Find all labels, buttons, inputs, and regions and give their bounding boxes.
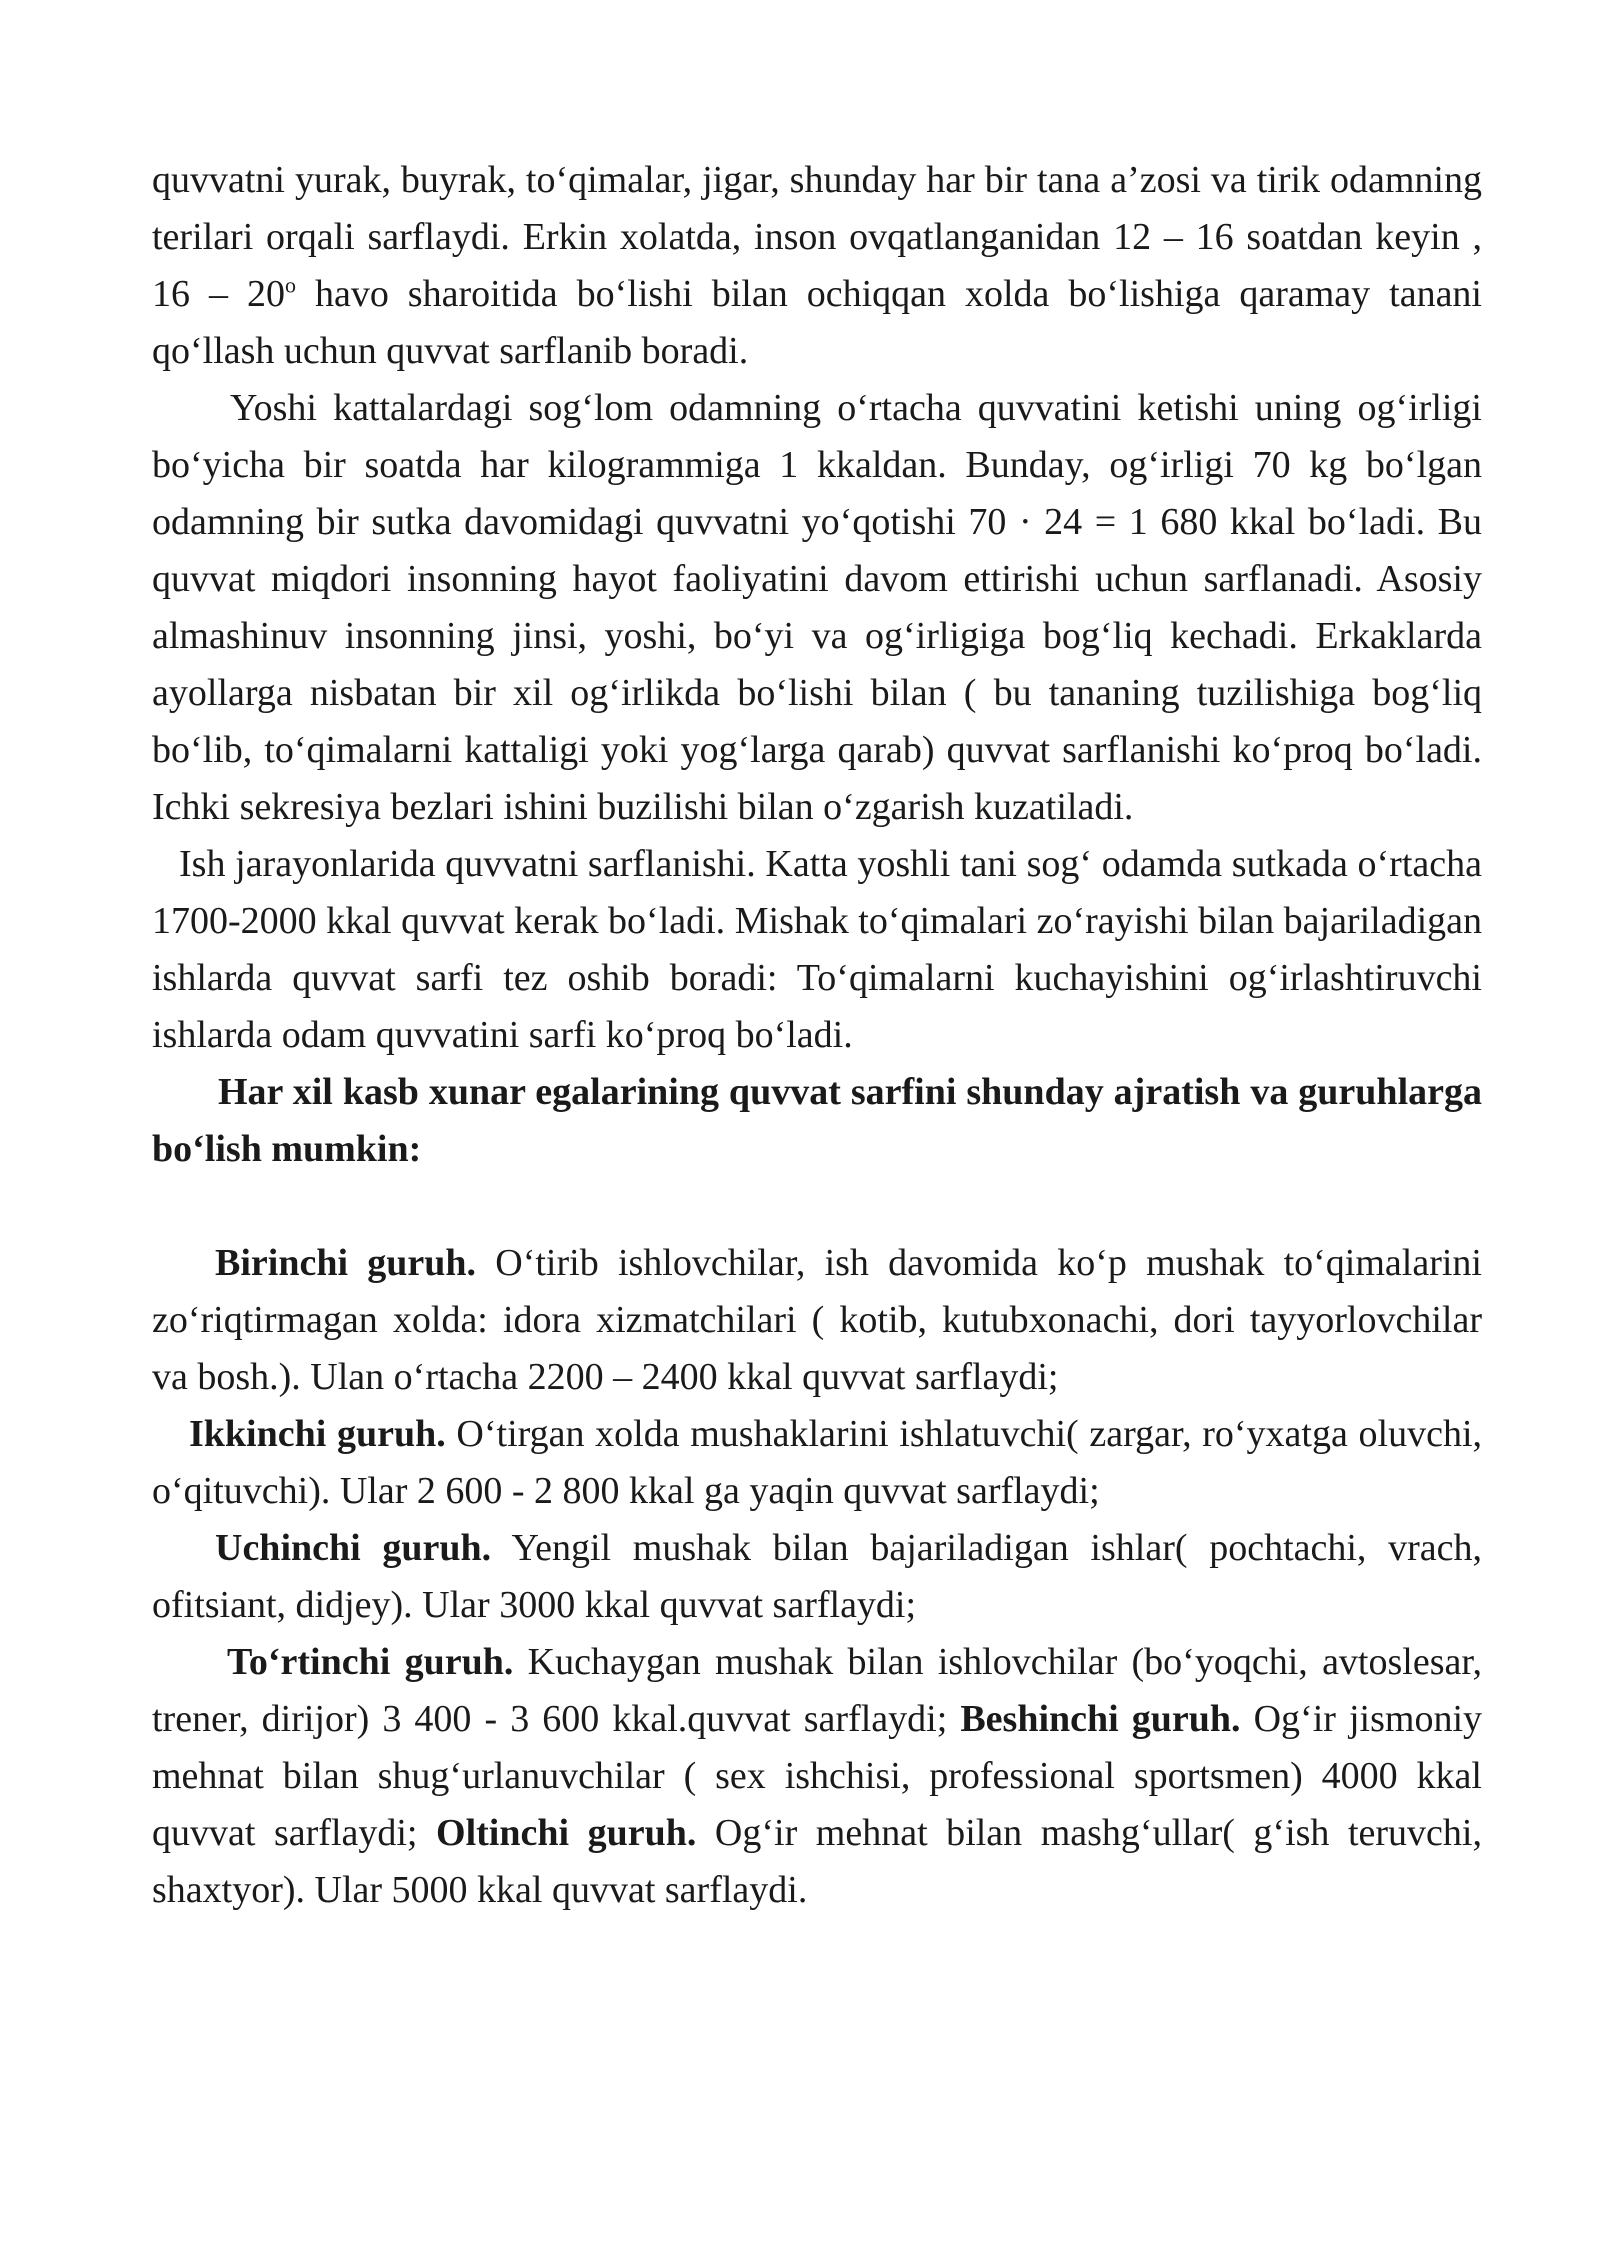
group-fourth-label: To‘rtinchi guruh.	[227, 1641, 514, 1683]
group-fifth-label: Beshinchi guruh.	[960, 1698, 1241, 1740]
group-first-text: O‘tirib ishlovchilar, ish davomida ko‘p mushak to‘qimalarini zo‘riqtirmagan xolda: idora xizmatchilari ( kotib, kutubxonachi, dori tayyorlovchilar va bosh.). Ulan o‘rtacha 2200 – 2400 kkal quvvat sarflaydi;	[152, 1242, 1482, 1398]
blank-line	[152, 1178, 1482, 1235]
group-third-label: Uchinchi guruh.	[215, 1527, 492, 1569]
paragraph-text: quvvatni yurak, buyrak, to‘qimalar, jigar, shunday har bir tana a’zosi va tirik odamning terilari orqali sarflaydi. Erkin xolatda, inson ovqatlanganidan 12 – 16 soatdan keyin , 16 – 20	[152, 159, 1482, 315]
paragraph-text: havo sharoitida bo‘lishi bilan ochiqqan xolda bo‘lishiga qaramay tanani qo‘llash uchun quvvat sarflanib boradi.	[152, 273, 1482, 372]
paragraph-adult-energy: Yoshi kattalardagi sog‘lom odamning o‘rtacha quvvatini ketishi uning og‘irligi bo‘yicha bir soatda har kilogrammiga 1 kkaldan. Bunday, og‘irligi 70 kg bo‘lgan odamning bir sutka davomidagi quvvatni yo‘qotishi 70 · 24 = 1 680 kkal bo‘ladi. Bu quvvat miqdori insonning hayot faoliyatini davom ettirishi uchun sarflanadi. Asosiy almashinuv insonning jinsi, yoshi, bo‘yi va og‘irligiga bog‘liq kechadi. Erkaklarda ayollarga nisbatan bir xil og‘irlikda bo‘lishi bilan ( bu tananing tuzilishiga bog‘liq bo‘lib, to‘qimalarni kattaligi yoki yog‘larga qarab) quvvat sarflanishi ko‘proq bo‘ladi. Ichki sekresiya bezlari ishini buzilishi bilan o‘zgarish kuzatiladi.	[152, 387, 1482, 828]
group-second-label: Ikkinchi guruh.	[189, 1413, 446, 1455]
document-page	[152, 152, 1482, 1919]
group-first-label: Birinchi guruh.	[215, 1242, 477, 1284]
group-second-paragraph	[152, 1406, 1482, 1520]
group-sixth-label: Oltinchi guruh.	[436, 1812, 697, 1854]
group-second-text: O‘tirgan xolda mushaklarini ishlatuvchi( zargar, ro‘yxatga oluvchi, o‘qituvchi). Ular 2 600 - 2 800 kkal ga yaqin quvvat sarflaydi;	[152, 1413, 1482, 1512]
group-first-paragraph	[152, 1235, 1482, 1406]
degree-superscript: o	[284, 272, 296, 298]
group-fifth-text: Og‘ir jismoniy mehnat bilan shug‘urlanuvchilar ( sex ishchisi, professional sportsmen) 4000 kkal quvvat sarflaydi;	[152, 1698, 1483, 1854]
group-fourth-fifth-sixth-paragraph	[152, 1634, 1482, 1919]
section-heading: Har xil kasb xunar egalarining quvvat sarfini shunday ajratish va guruhlarga bo‘lish mumkin:	[152, 1071, 1482, 1170]
paragraph-energy-expenditure	[152, 152, 1482, 380]
paragraph-work-energy: Ish jarayonlarida quvvatni sarflanishi. Katta yoshli tani sog‘ odamda sutkada o‘rtacha 1700-2000 kkal quvvat kerak bo‘ladi. Mishak to‘qimalari zo‘rayishi bilan bajariladigan ishlarda quvvat sarfi tez oshib boradi: To‘qimalarni kuchayishini og‘irlashtiruvchi ishlarda odam quvvatini sarfi ko‘proq bo‘ladi.	[152, 843, 1482, 1056]
group-fourth-text: Kuchaygan mushak bilan ishlovchilar (bo‘yoqchi, avtoslesar, trener, dirijor) 3 400 - 3 600 kkal.quvvat sarflaydi;	[152, 1641, 1482, 1740]
group-sixth-text: Og‘ir mehnat bilan mashg‘ullar( g‘ish teruvchi, shaxtyor). Ular 5000 kkal quvvat sarflaydi.	[152, 1812, 1482, 1911]
group-third-paragraph	[152, 1520, 1482, 1634]
group-third-text: Yengil mushak bilan bajariladigan ishlar( pochtachi, vrach, ofitsiant, didjey). Ular 3000 kkal quvvat sarflaydi;	[152, 1527, 1482, 1626]
